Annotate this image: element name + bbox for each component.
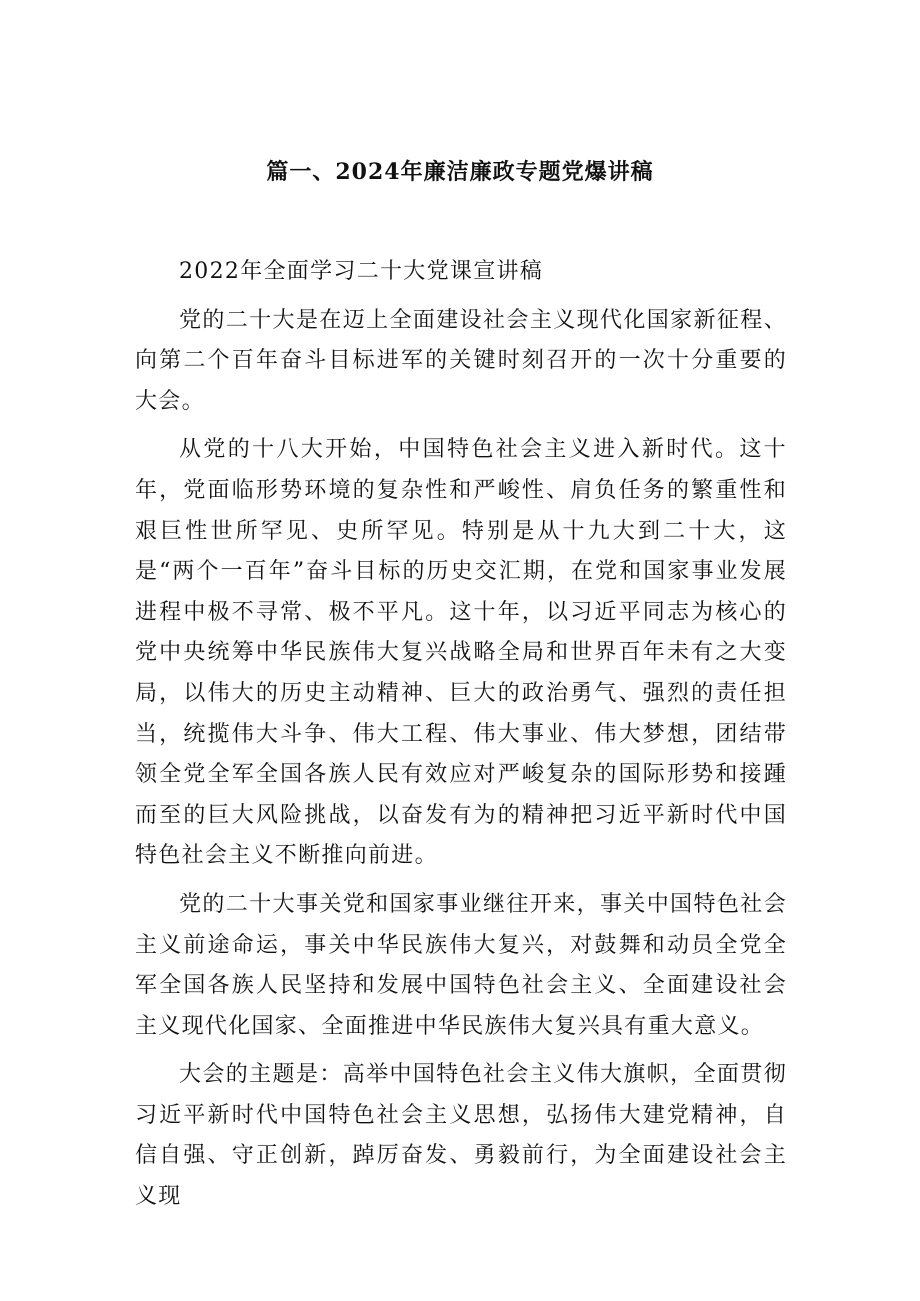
paragraph-1: 党的二十大是在迈上全面建设社会主义现代化国家新征程、向第二个百年奋斗目标进军的关键时刻召开的一次十分重要的大会。 [135, 307, 787, 414]
document-subtitle: 2022年全面学习二十大党课宣讲稿 [179, 259, 544, 284]
paragraph-4: 大会的主题是：高举中国特色社会主义伟大旗帜，全面贯彻习近平新时代中国特色社会主义思想，弘扬伟大建党精神，自信自强、守正创新，踔厉奋发、勇毅前行，为全面建设社会主义现 [135, 1062, 787, 1210]
paragraph-2: 从党的十八大开始，中国特色社会主义进入新时代。这十年，党面临形势环境的复杂性和严峻性、肩负任务的繁重性和艰巨性世所罕见、史所罕见。特别是从十九大到二十大，这是“两个一百年”奋斗目标的历史交汇期，在党和国家事业发展进程中极不寻常、极不平凡。这十年，以习近平同志为核心的党中央统筹中华民族伟大复兴战略全局和世界百年未有之大变局，以伟大的历史主动精神、巨大的政治勇气、强烈的责任担当，统揽伟大斗争、伟大工程、伟大事业、伟大梦想，团结带领全党全军全国各族人民有效应对严峻复杂的国际形势和接踵而至的巨大风险挑战，以奋发有为的精神把习近平新时代中国特色社会主义不断推向前进。 [135, 437, 787, 869]
document-title: 篇一、2024年廉洁廉政专题党爆讲稿 [266, 159, 654, 185]
paragraph-3: 党的二十大事关党和国家事业继往开来，事关中国特色社会主义前途命运，事关中华民族伟大复兴，对鼓舞和动员全党全军全国各族人民坚持和发展中国特色社会主义、全面建设社会主义现代化国家、全面推进中华民族伟大复兴具有重大意义。 [135, 891, 787, 1039]
document-body [135, 252, 787, 1218]
